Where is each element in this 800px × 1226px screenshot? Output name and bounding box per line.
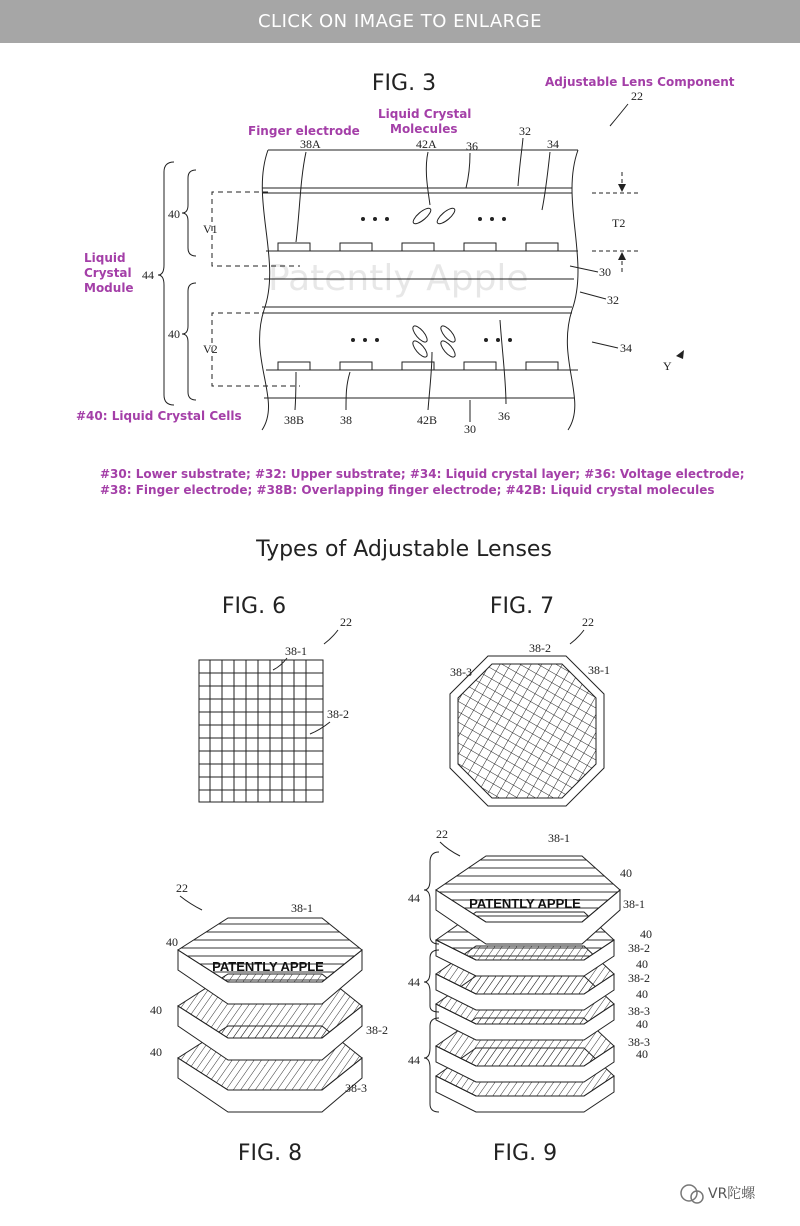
patent-figures <box>0 43 800 1226</box>
fig3-title: FIG. 3 <box>371 71 437 96</box>
fig9-ref-44-a: 44 <box>408 891 420 905</box>
ref-Y: Y <box>663 359 672 373</box>
ref-44: 44 <box>142 268 154 282</box>
fig8-ref-40-c: 40 <box>150 1045 162 1059</box>
ref-32-right: 32 <box>607 293 619 307</box>
fig6-ref-22: 22 <box>340 615 352 629</box>
fig9-right-label: 38-2 <box>628 941 650 955</box>
fig6-electrode-grid <box>199 660 323 802</box>
fig9 <box>408 827 652 1166</box>
ref-V1: V1 <box>203 222 218 236</box>
ref-34: 34 <box>547 137 559 151</box>
section-title: Types of Adjustable Lenses <box>256 537 552 562</box>
brace-44 <box>158 162 174 405</box>
v2-circuit <box>212 313 300 386</box>
wechat-icon <box>681 1185 697 1201</box>
ref-V2: V2 <box>203 342 218 356</box>
module-label-1: Liquid <box>84 251 126 265</box>
ref-34-right: 34 <box>620 341 632 355</box>
lc-molecules-label-2: Molecules <box>390 122 458 136</box>
ref-40-top: 40 <box>168 207 180 221</box>
ref-42A: 42A <box>416 137 437 151</box>
fig8-ref-38-1: 38-1 <box>291 901 313 915</box>
fig8-ref-40-a: 40 <box>166 935 178 949</box>
patently-apple-watermark: Patently Apple <box>268 258 529 299</box>
fig9-right-label: 38-1 <box>623 897 645 911</box>
fig9-right-label: 38-3 <box>628 1004 650 1018</box>
fig7-ref-38-3: 38-3 <box>450 665 472 679</box>
brace-40-bottom <box>182 283 196 400</box>
fig9-right-label: 40 <box>636 987 648 1001</box>
ref-38B: 38B <box>284 413 305 427</box>
brace-40-top <box>182 170 196 256</box>
ref-38: 38 <box>340 413 352 427</box>
fig9-right-labels <box>620 866 652 1061</box>
fig8-ref-40-b: 40 <box>150 1003 162 1017</box>
fig9-right-label: 40 <box>636 957 648 971</box>
fig9-right-label: 38-2 <box>628 971 650 985</box>
fig7 <box>450 594 610 806</box>
enlarge-banner[interactable] <box>0 0 800 43</box>
fig9-right-label: 40 <box>620 866 632 880</box>
footer-text: VR陀螺 <box>708 1186 756 1202</box>
fig8-stamp: PATENTLY APPLE <box>212 959 324 974</box>
fig6-ref-38-2: 38-2 <box>327 707 349 721</box>
fig7-ref-22: 22 <box>582 615 594 629</box>
finger-electrode-label: Finger electrode <box>248 124 360 138</box>
fig7-ref-38-2: 38-2 <box>529 641 551 655</box>
fig6-ref-38-1: 38-1 <box>285 644 307 658</box>
fig9-right-label: 40 <box>636 1047 648 1061</box>
ref-42B: 42B <box>417 413 438 427</box>
fig8-ref-22-leader <box>180 896 202 910</box>
fig7-ref-38-1: 38-1 <box>588 663 610 677</box>
ref-22-leader <box>610 104 628 126</box>
fig6-title: FIG. 6 <box>221 594 287 619</box>
fig8-ref-38-3: 38-3 <box>345 1081 367 1095</box>
banner-text: CLICK ON IMAGE TO ENLARGE <box>257 11 543 32</box>
fig7-title: FIG. 7 <box>489 594 555 619</box>
module-label-3: Module <box>84 281 134 295</box>
legend-line-2: #38: Finger electrode; #38B: Overlapping finger electrode; #42B: Liquid crystal molecules <box>100 483 715 497</box>
fig9-title: FIG. 9 <box>492 1141 558 1166</box>
ref-30-bottom: 30 <box>464 422 476 436</box>
fig8 <box>150 881 388 1166</box>
fig9-right-label: 38-3 <box>628 1035 650 1049</box>
fig3 <box>76 71 745 497</box>
fig6 <box>199 594 352 802</box>
fig9-brace-44-c <box>424 1018 439 1112</box>
fig7-electrode-mesh <box>458 664 596 798</box>
lc-cells-label: #40: Liquid Crystal Cells <box>76 409 242 423</box>
right-wave-edge <box>567 150 578 430</box>
fig9-ref-44-b: 44 <box>408 975 420 989</box>
ref-38A: 38A <box>300 137 321 151</box>
ref-32: 32 <box>519 124 531 138</box>
ref-40-bottom: 40 <box>168 327 180 341</box>
ref-22: 22 <box>631 89 643 103</box>
fig9-ref-22: 22 <box>436 827 448 841</box>
legend-line-1: #30: Lower substrate; #32: Upper substrate; #34: Liquid crystal layer; #36: Voltage electrode; <box>100 467 745 481</box>
fig9-ref-44-c: 44 <box>408 1053 420 1067</box>
fig8-ref-22: 22 <box>176 881 188 895</box>
fig9-ref-22-leader <box>440 842 460 856</box>
fig9-ref-38-1-top: 38-1 <box>548 831 570 845</box>
lc-molecules-bottom <box>411 324 458 359</box>
module-label-2: Crystal <box>84 266 132 280</box>
y-arrow-icon <box>676 350 684 359</box>
fig9-stamp: PATENTLY APPLE <box>469 896 581 911</box>
fig9-right-label: 40 <box>640 927 652 941</box>
fig6-ref-22-leader <box>324 630 338 644</box>
fig7-ref-22-leader <box>570 630 584 644</box>
ref-36: 36 <box>466 139 478 153</box>
fig9-right-label: 40 <box>636 1017 648 1031</box>
fig8-title: FIG. 8 <box>237 1141 303 1166</box>
lc-molecules-label-1: Liquid Crystal <box>378 107 472 121</box>
lc-molecules-top <box>411 206 457 226</box>
finger-electrodes-bottom <box>278 362 558 370</box>
finger-electrodes-top <box>278 243 558 251</box>
ref-30-right: 30 <box>599 265 611 279</box>
fig8-ref-38-2: 38-2 <box>366 1023 388 1037</box>
adjustable-lens-component-label: Adjustable Lens Component <box>545 75 735 89</box>
ref-T2: T2 <box>612 216 626 230</box>
ref-36-bottom: 36 <box>498 409 510 423</box>
footer-watermark <box>681 1185 756 1203</box>
v1-circuit <box>212 192 300 266</box>
